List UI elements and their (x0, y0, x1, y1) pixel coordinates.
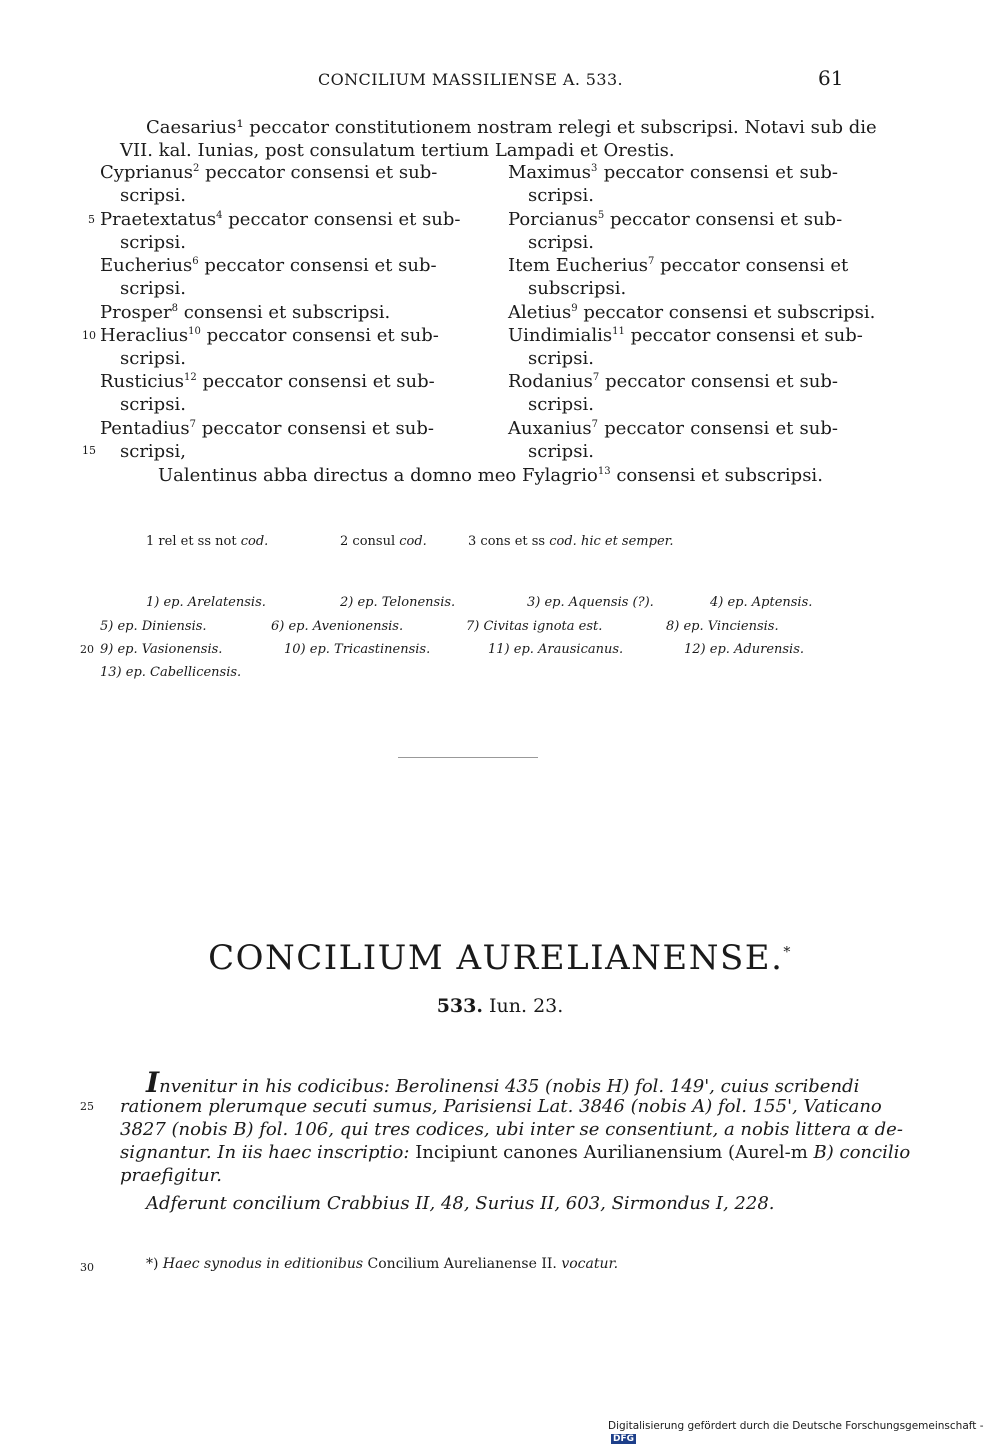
section-separator (398, 757, 538, 758)
signatory-note-mark: 7 (592, 372, 600, 383)
signature-formula: peccator consensi et sub- (206, 325, 439, 346)
signature-left-3-continuation: scripsi. (120, 278, 186, 299)
note-2: 2) ep. Telonensis. (340, 595, 456, 610)
signature-formula: peccator consensi et sub- (228, 209, 461, 230)
signatory-name: Prosper (100, 302, 172, 323)
section-footnote: *) Haec synodus in editionibus Concilium Aurelianense II. vocatur. (146, 1256, 619, 1272)
signature-left-2-continuation: scripsi. (120, 232, 186, 253)
signature-right-1-continuation: scripsi. (528, 185, 594, 206)
signature-right-2 (508, 209, 843, 230)
signature-right-3-continuation: subscripsi. (528, 278, 627, 299)
signature-right-1 (508, 162, 838, 183)
section-day: Iun. 23. (489, 995, 564, 1017)
signature-right-4 (508, 302, 876, 323)
signature-formula: peccator consensi et sub- (630, 325, 863, 346)
page-number: 61 (818, 66, 844, 90)
signatory-note-mark: 5 (597, 210, 605, 221)
signatory-note-mark: 7 (648, 256, 655, 267)
note-3: 3) ep. Aquensis (?). (527, 595, 654, 610)
signature-formula: peccator consensi et sub- (202, 371, 435, 392)
signatory-name: Item Eucherius (508, 255, 649, 276)
signature-right-5-continuation: scripsi. (528, 348, 594, 369)
signatory-note-mark: 11 (612, 326, 625, 337)
signatory-note-mark: 6 (192, 256, 199, 267)
signature-right-7 (508, 418, 838, 439)
line-number-10: 10 (82, 329, 96, 342)
signatory-note-mark: 4 (216, 210, 223, 221)
apparatus-entry-3: 3 cons et ss cod. hic et semper. (468, 534, 674, 549)
signature-right-7-continuation: scripsi. (528, 441, 594, 462)
closing-signature-after: consensi et subscripsi. (616, 465, 823, 486)
apparatus-entry-2: 2 consul cod. (340, 534, 427, 549)
signature-left-2 (100, 209, 461, 230)
intro-dropcap: I (146, 1066, 160, 1099)
note-11: 11) ep. Arausicanus. (488, 642, 624, 657)
signatory-name: Rusticius (100, 371, 185, 392)
line-number-15: 15 (82, 444, 96, 457)
signature-left-7 (100, 418, 434, 439)
signature-left-1-continuation: scripsi. (120, 185, 186, 206)
signatory-name: Aletius (508, 302, 572, 323)
dfg-logo: DFG (613, 1434, 635, 1444)
signature-right-5 (508, 325, 863, 346)
running-title: CONCILIUM MASSILIENSE A. 533. (318, 70, 624, 89)
signature-left-5-continuation: scripsi. (120, 348, 186, 369)
note-1: 1) ep. Arelatensis. (146, 595, 266, 610)
signature-left-5 (100, 325, 439, 346)
signature-right-6 (508, 371, 838, 392)
apparatus-entry-1: 1 rel et ss not cod. (146, 534, 269, 549)
signature-formula: peccator consensi et (660, 255, 849, 276)
intro-line-5: praefigitur. (120, 1165, 222, 1186)
note-13: 13) ep. Cabellicensis. (100, 665, 242, 680)
signatory-note-mark: 9 (571, 303, 578, 314)
signatory-name: Cyprianus (100, 162, 193, 183)
opening-line-1: Caesarius¹ peccator constitutionem nostram relegi et subscripsi. Notavi sub die (146, 117, 877, 138)
line-number-25: 25 (80, 1100, 94, 1113)
signature-left-7-continuation: scripsi, (120, 441, 186, 462)
note-9: 9) ep. Vasionensis. (100, 642, 223, 657)
signature-right-6-continuation: scripsi. (528, 394, 594, 415)
section-year: 533. (436, 995, 483, 1017)
digitization-credit: Digitalisierung gefördert durch die Deutsche Forschungsgemeinschaft -DFG (608, 1420, 984, 1444)
note-12: 12) ep. Adurensis. (684, 642, 805, 657)
signatory-note-mark: 7 (591, 419, 599, 430)
signatory-name: Rodanius (508, 371, 593, 392)
signatory-note-mark: 12 (184, 372, 197, 383)
signature-right-2-continuation: scripsi. (528, 232, 594, 253)
signature-formula: peccator consensi et sub- (604, 418, 838, 439)
signatory-name: Uindimialis (508, 325, 613, 346)
signatory-name: Pentadius (100, 418, 190, 439)
signature-left-4 (100, 302, 430, 323)
signature-formula: peccator consensi et sub- (204, 255, 437, 276)
signature-formula: peccator consensi et sub- (603, 162, 838, 183)
signature-formula: peccator consensi et sub- (609, 209, 843, 230)
note-7: 7) Civitas ignota est. (466, 619, 603, 634)
signature-formula: peccator consensi et subscripsi. (583, 302, 876, 323)
signature-formula: peccator consensi et sub- (201, 418, 434, 439)
section-title: CONCILIUM AURELIANENSE.* (208, 938, 792, 978)
signatory-name: Auxanius (508, 418, 592, 439)
signatory-name: Maximus (508, 162, 591, 183)
intro-line-3: 3827 (nobis B) fol. 106, qui tres codices, ubi inter se consentiunt, a nobis littera α de- (120, 1119, 903, 1140)
signature-left-3 (100, 255, 437, 276)
title-footnote-mark: * (783, 944, 792, 961)
line-number-5: 5 (88, 213, 95, 226)
opening-line-2: VII. kal. Iunias, post consulatum tertium Lampadi et Orestis. (120, 140, 675, 161)
note-8: 8) ep. Vinciensis. (666, 619, 779, 634)
signature-left-6 (100, 371, 435, 392)
closing-signature (158, 464, 823, 487)
signature-formula: peccator consensi et sub- (205, 162, 438, 183)
intro-line-1: Invenitur in his codicibus: Berolinensi 435 (nobis H) fol. 149', cuius scribendi (146, 1066, 860, 1099)
signature-left-1 (100, 162, 438, 183)
signatory-name: Eucherius (100, 255, 193, 276)
intro-line-2: rationem plerumque secuti sumus, Parisiensi Lat. 3846 (nobis A) fol. 155', Vaticano (120, 1096, 882, 1117)
line-number-30: 30 (80, 1261, 94, 1274)
intro-line-4: signantur. In iis haec inscriptio: Incipiunt canones Aurilianensium (Aurel-m B) concilio (120, 1142, 911, 1163)
closing-signature-mark: 13 (597, 466, 611, 477)
signature-formula: peccator consensi et sub- (605, 371, 838, 392)
signatory-name: Praetextatus (100, 209, 217, 230)
note-6: 6) ep. Avenionensis. (271, 619, 404, 634)
closing-signature-before: Ualentinus abba directus a domno meo Fylagrio (158, 465, 598, 486)
signature-right-3 (508, 255, 849, 276)
note-10: 10) ep. Tricastinensis. (284, 642, 431, 657)
signatory-note-mark: 3 (590, 163, 598, 174)
note-4: 4) ep. Aptensis. (710, 595, 813, 610)
signatory-note-mark: 10 (188, 326, 201, 337)
signatory-name: Porcianus (508, 209, 598, 230)
intro-line-6: Adferunt concilium Crabbius II, 48, Surius II, 603, Sirmondus I, 228. (146, 1193, 775, 1214)
note-5: 5) ep. Diniensis. (100, 619, 207, 634)
signature-formula: consensi et subscripsi. (183, 302, 391, 323)
signatory-note-mark: 7 (189, 419, 196, 430)
section-date (0, 995, 1000, 1017)
signature-left-6-continuation: scripsi. (120, 394, 186, 415)
line-number-20: 20 (80, 643, 94, 656)
signatory-note-mark: 2 (192, 163, 200, 174)
signatory-name: Heraclius (100, 325, 189, 346)
signatory-note-mark: 8 (171, 303, 178, 314)
